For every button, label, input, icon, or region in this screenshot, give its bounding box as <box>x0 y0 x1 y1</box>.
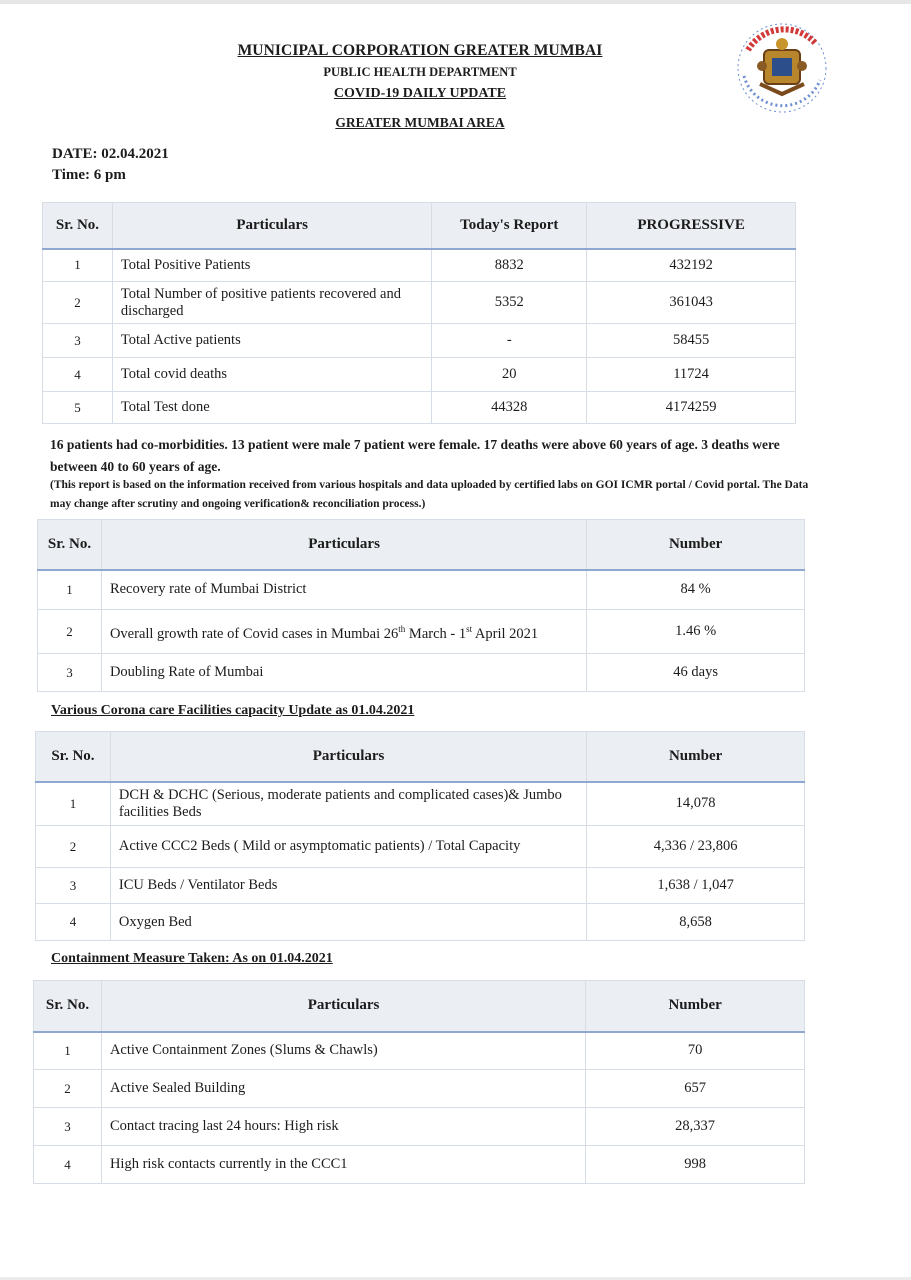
row-sr: 1 <box>36 782 111 826</box>
row-sr: 3 <box>34 1108 102 1146</box>
superscript: st <box>466 623 473 634</box>
row-sr: 3 <box>38 654 102 692</box>
row-number: 28,337 <box>586 1108 805 1146</box>
row-number: 8,658 <box>587 904 805 941</box>
table-row <box>38 654 805 692</box>
mcgm-emblem-icon <box>728 14 836 122</box>
col-header-number: Number <box>587 732 805 782</box>
top-border <box>0 0 911 4</box>
containment-section-title: Containment Measure Taken: As on 01.04.2021 <box>51 951 333 966</box>
row-sr: 5 <box>43 392 113 424</box>
row-number: 14,078 <box>587 782 805 826</box>
table-header-row <box>43 203 796 249</box>
containment-table <box>33 980 805 1184</box>
row-today: 20 <box>432 358 587 392</box>
row-particulars: Total Positive Patients <box>112 249 431 282</box>
row-sr: 3 <box>36 868 111 904</box>
daily-report-table <box>42 202 796 424</box>
text-part: Overall growth rate of Covid cases in Mumbai 26 <box>109 625 399 642</box>
row-progressive: 432192 <box>587 249 796 282</box>
col-header-number: Number <box>587 520 805 570</box>
table-header-row <box>38 520 805 570</box>
row-number: 1.46 % <box>587 610 805 654</box>
facilities-section-title: Various Corona care Facilities capacity Update as 01.04.2021 <box>51 703 415 718</box>
table-row <box>34 1070 805 1108</box>
deaths-note: 16 patients had co-morbidities. 13 patient were male 7 patient were female. 17 deaths were above 60 years of age. 3 deaths were between 40 to 60 years of age. <box>50 437 780 474</box>
row-number: 998 <box>586 1146 805 1184</box>
report-time: Time: 6 pm <box>52 167 126 183</box>
col-header-progressive: PROGRESSIVE <box>587 203 796 249</box>
rates-table <box>37 519 805 692</box>
row-particulars: Total Test done <box>112 392 431 424</box>
row-particulars: ICU Beds / Ventilator Beds <box>110 868 586 904</box>
text-part: April 2021 <box>472 625 539 642</box>
row-number: 4,336 / 23,806 <box>587 826 805 868</box>
row-number: 70 <box>586 1032 805 1070</box>
org-title: MUNICIPAL CORPORATION GREATER MUMBAI <box>237 42 603 59</box>
table-row <box>43 249 796 282</box>
table-row <box>36 826 805 868</box>
row-progressive: 361043 <box>587 282 796 324</box>
table-header-row <box>36 732 805 782</box>
table-row <box>36 904 805 941</box>
text-part: March - 1 <box>405 625 467 642</box>
row-sr: 2 <box>38 610 102 654</box>
table-row <box>36 868 805 904</box>
table-row <box>34 1146 805 1184</box>
row-particulars <box>101 610 586 654</box>
row-particulars: Contact tracing last 24 hours: High risk <box>101 1108 585 1146</box>
row-sr: 1 <box>34 1032 102 1070</box>
row-particulars: DCH & DCHC (Serious, moderate patients and complicated cases)& Jumbo facilities Beds <box>110 782 586 826</box>
row-sr: 2 <box>34 1070 102 1108</box>
row-sr: 2 <box>36 826 111 868</box>
table-row <box>43 392 796 424</box>
row-sr: 3 <box>43 324 113 358</box>
row-today: - <box>432 324 587 358</box>
col-header-particulars: Particulars <box>101 981 585 1032</box>
table-row <box>36 782 805 826</box>
facilities-table <box>35 731 805 941</box>
col-header-today: Today's Report <box>432 203 587 249</box>
col-header-sr: Sr. No. <box>43 203 113 249</box>
superscript: th <box>398 623 406 634</box>
table-row <box>34 1032 805 1070</box>
row-number: 657 <box>586 1070 805 1108</box>
row-sr: 4 <box>43 358 113 392</box>
col-header-particulars: Particulars <box>110 732 586 782</box>
table-row <box>38 610 805 654</box>
row-particulars: Recovery rate of Mumbai District <box>101 570 586 610</box>
table-row <box>43 282 796 324</box>
area-title: GREATER MUMBAI AREA <box>335 115 505 130</box>
table-row <box>38 570 805 610</box>
row-particulars: Doubling Rate of Mumbai <box>101 654 586 692</box>
source-disclaimer: (This report is based on the information received from various hospitals and data uploaded by certified labs on GOI ICMR portal / Covid portal. The Data may change after scrutiny and ongoing verification& reconciliation process.) <box>50 479 809 510</box>
col-header-particulars: Particulars <box>101 520 586 570</box>
row-progressive: 58455 <box>587 324 796 358</box>
row-number: 1,638 / 1,047 <box>587 868 805 904</box>
table-row <box>43 358 796 392</box>
row-today: 8832 <box>432 249 587 282</box>
table-row <box>34 1108 805 1146</box>
table-row <box>43 324 796 358</box>
row-sr: 2 <box>43 282 113 324</box>
row-progressive: 4174259 <box>587 392 796 424</box>
row-number: 46 days <box>587 654 805 692</box>
row-particulars: Active CCC2 Beds ( Mild or asymptomatic patients) / Total Capacity <box>110 826 586 868</box>
report-title: COVID-19 DAILY UPDATE <box>333 86 507 101</box>
col-header-sr: Sr. No. <box>34 981 102 1032</box>
row-progressive: 11724 <box>587 358 796 392</box>
row-sr: 4 <box>36 904 111 941</box>
row-today: 5352 <box>432 282 587 324</box>
row-number: 84 % <box>587 570 805 610</box>
col-header-particulars: Particulars <box>112 203 431 249</box>
row-sr: 4 <box>34 1146 102 1184</box>
department-title: PUBLIC HEALTH DEPARTMENT <box>323 65 517 79</box>
row-particulars: Total Active patients <box>112 324 431 358</box>
row-particulars: Oxygen Bed <box>110 904 586 941</box>
report-date: DATE: 02.04.2021 <box>52 146 169 162</box>
col-header-sr: Sr. No. <box>36 732 111 782</box>
row-particulars: Total covid deaths <box>112 358 431 392</box>
row-today: 44328 <box>432 392 587 424</box>
row-particulars: Total Number of positive patients recovered and discharged <box>112 282 431 324</box>
row-sr: 1 <box>43 249 113 282</box>
col-header-number: Number <box>586 981 805 1032</box>
table-header-row <box>34 981 805 1032</box>
row-particulars: Active Sealed Building <box>101 1070 585 1108</box>
row-sr: 1 <box>38 570 102 610</box>
row-particulars: Active Containment Zones (Slums & Chawls) <box>101 1032 585 1070</box>
col-header-sr: Sr. No. <box>38 520 102 570</box>
row-particulars: High risk contacts currently in the CCC1 <box>101 1146 585 1184</box>
report-date-block <box>52 144 169 186</box>
